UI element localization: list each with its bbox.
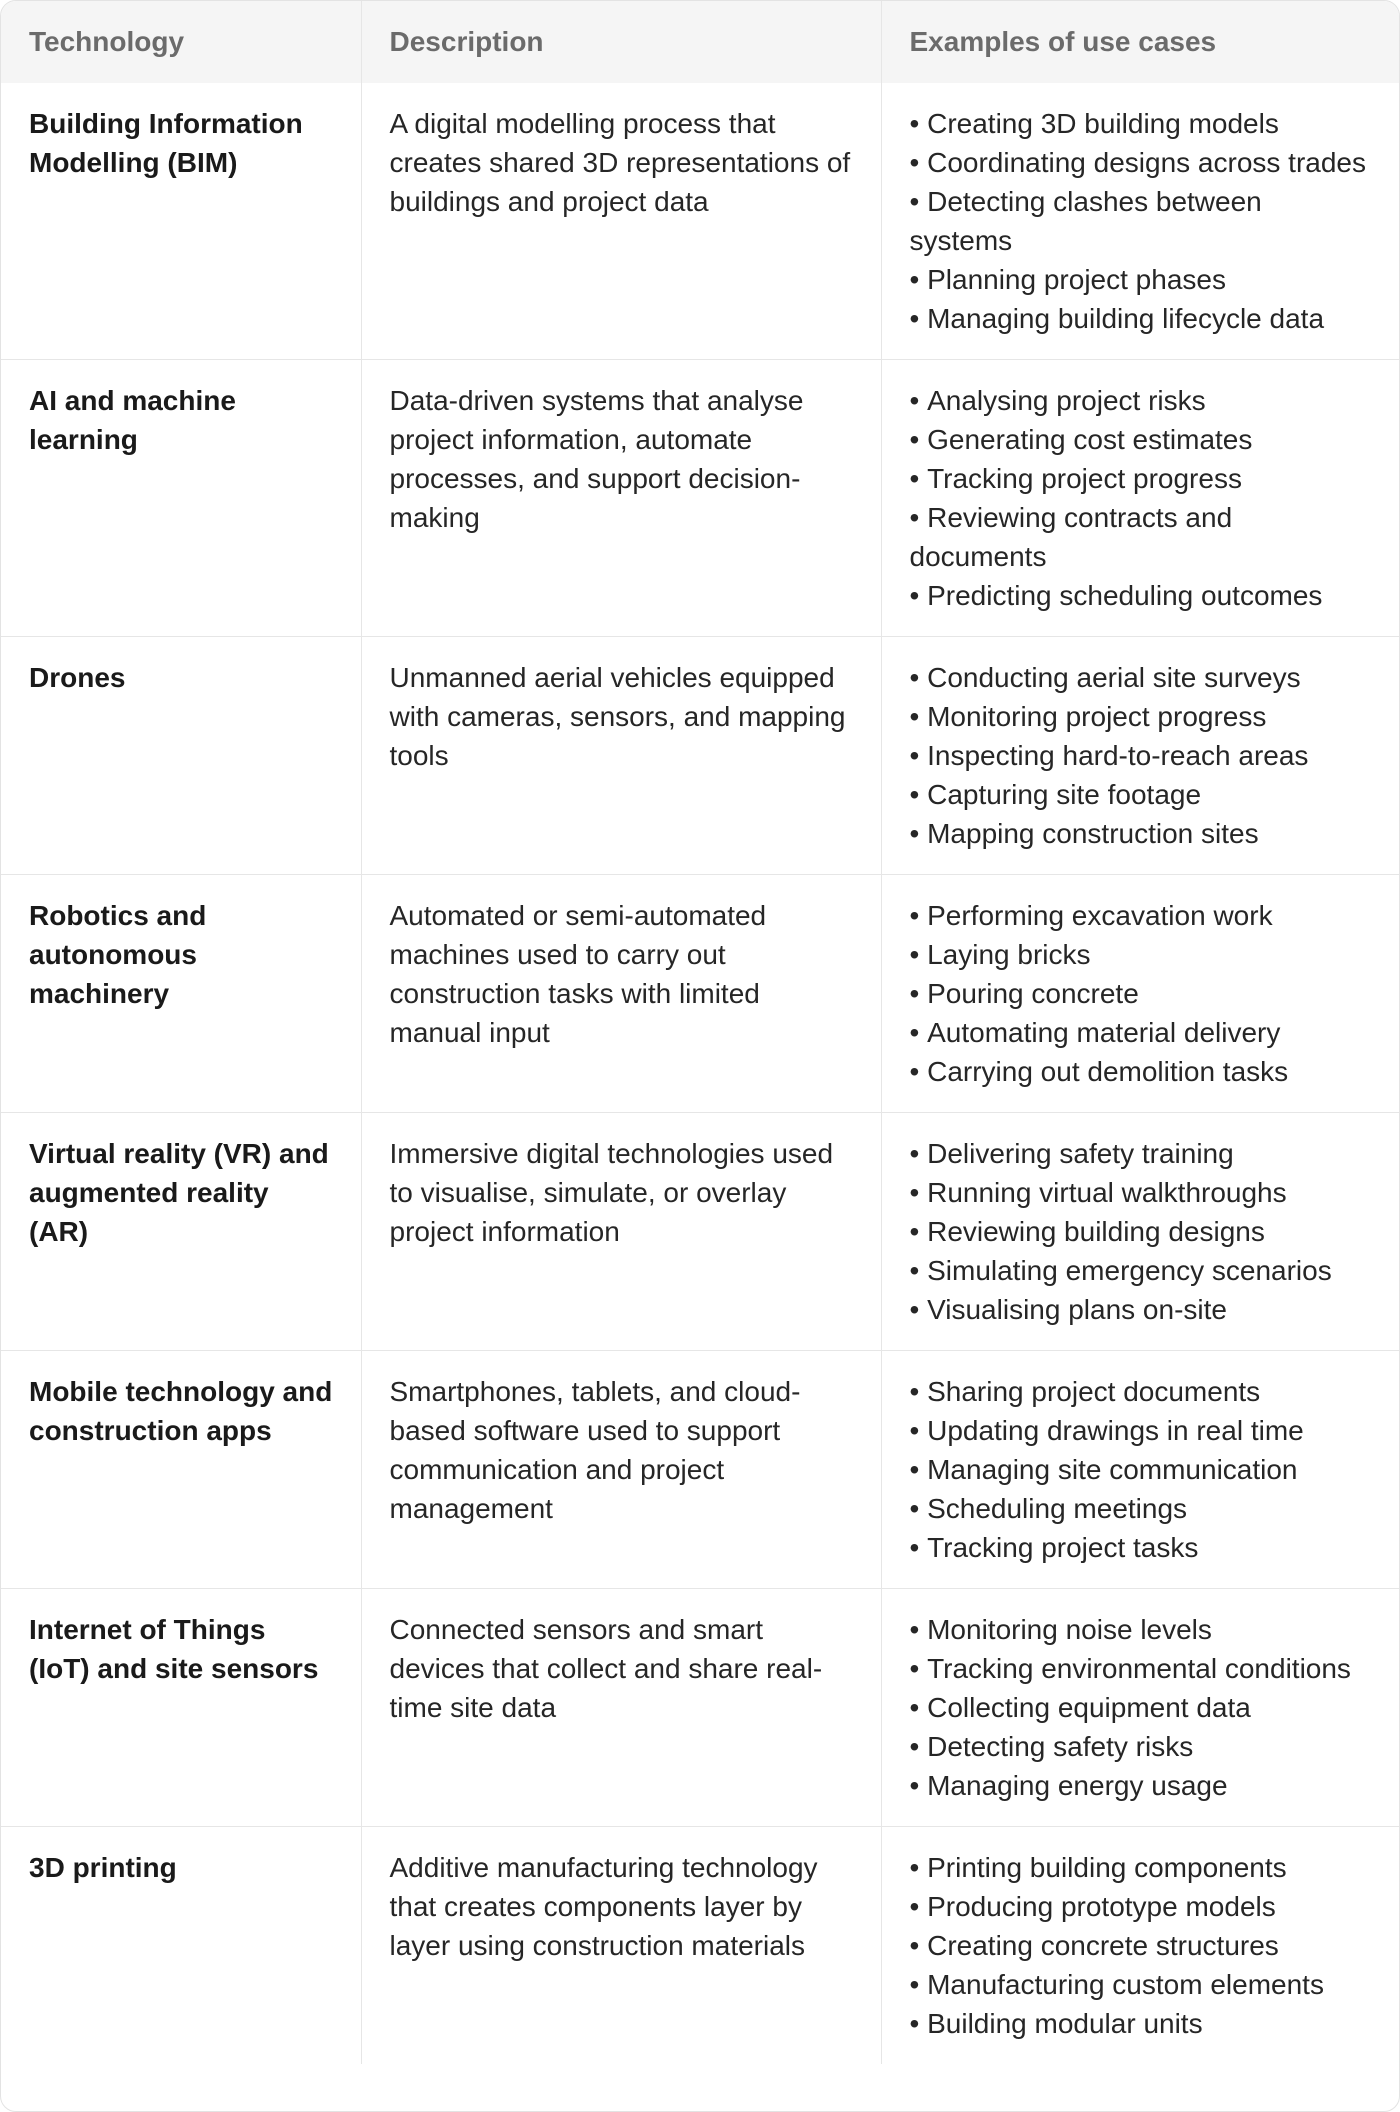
- table-row: [1, 1351, 1399, 1589]
- use-case-item: • Printing building components: [910, 1848, 1373, 1887]
- use-case-item: • Detecting safety risks: [910, 1727, 1373, 1766]
- table-row: [1, 637, 1399, 875]
- use-case-item: • Scheduling meetings: [910, 1489, 1373, 1528]
- technology-cell: Virtual reality (VR) and augmented reality (AR): [1, 1113, 361, 1351]
- use-case-item: • Sharing project documents: [910, 1372, 1373, 1411]
- use-case-item: • Laying bricks: [910, 935, 1373, 974]
- column-header-use-cases: Examples of use cases: [881, 1, 1399, 83]
- description-cell: Smartphones, tablets, and cloud-based software used to support communication and project management: [361, 1351, 881, 1589]
- technology-cell: AI and machine learning: [1, 360, 361, 637]
- use-cases-list: [910, 1372, 1373, 1567]
- description-cell: Immersive digital technologies used to visualise, simulate, or overlay project information: [361, 1113, 881, 1351]
- use-case-item: • Inspecting hard-to-reach areas: [910, 736, 1373, 775]
- use-case-item: • Producing prototype models: [910, 1887, 1373, 1926]
- use-case-item: • Automating material delivery: [910, 1013, 1373, 1052]
- use-case-item: • Monitoring project progress: [910, 697, 1373, 736]
- technology-cell: Drones: [1, 637, 361, 875]
- use-cases-list: [910, 1134, 1373, 1329]
- use-case-item: • Performing excavation work: [910, 896, 1373, 935]
- use-case-item: • Updating drawings in real time: [910, 1411, 1373, 1450]
- use-cases-cell: [881, 83, 1399, 360]
- use-cases-cell: [881, 1351, 1399, 1589]
- description-cell: Connected sensors and smart devices that collect and share real-time site data: [361, 1589, 881, 1827]
- technology-cell: Building Information Modelling (BIM): [1, 83, 361, 360]
- use-cases-list: [910, 1610, 1373, 1805]
- use-case-item: • Reviewing building designs: [910, 1212, 1373, 1251]
- use-case-item: • Tracking project tasks: [910, 1528, 1373, 1567]
- use-case-item: • Carrying out demolition tasks: [910, 1052, 1373, 1091]
- use-case-item: • Managing building lifecycle data: [910, 299, 1373, 338]
- use-case-item: • Creating 3D building models: [910, 104, 1373, 143]
- use-case-item: • Reviewing contracts and documents: [910, 498, 1373, 576]
- use-cases-cell: [881, 637, 1399, 875]
- use-case-item: • Visualising plans on-site: [910, 1290, 1373, 1329]
- use-case-item: • Analysing project risks: [910, 381, 1373, 420]
- column-header-technology: Technology: [1, 1, 361, 83]
- table-row: [1, 1827, 1399, 2065]
- table-row: [1, 83, 1399, 360]
- technology-cell: 3D printing: [1, 1827, 361, 2065]
- description-cell: Automated or semi-automated machines used to carry out construction tasks with limited manual input: [361, 875, 881, 1113]
- description-cell: Additive manufacturing technology that creates components layer by layer using construction materials: [361, 1827, 881, 2065]
- use-case-item: • Pouring concrete: [910, 974, 1373, 1013]
- use-case-item: • Conducting aerial site surveys: [910, 658, 1373, 697]
- use-case-item: • Capturing site footage: [910, 775, 1373, 814]
- use-case-item: • Managing site communication: [910, 1450, 1373, 1489]
- use-cases-cell: [881, 360, 1399, 637]
- use-cases-list: [910, 381, 1373, 615]
- use-case-item: • Mapping construction sites: [910, 814, 1373, 853]
- use-cases-list: [910, 896, 1373, 1091]
- description-cell: Data-driven systems that analyse project information, automate processes, and support decision-making: [361, 360, 881, 637]
- use-case-item: • Simulating emergency scenarios: [910, 1251, 1373, 1290]
- technology-table: [1, 1, 1399, 2064]
- use-cases-cell: [881, 1827, 1399, 2065]
- use-case-item: • Planning project phases: [910, 260, 1373, 299]
- use-cases-cell: [881, 875, 1399, 1113]
- use-case-item: • Generating cost estimates: [910, 420, 1373, 459]
- description-cell: A digital modelling process that creates shared 3D representations of buildings and project data: [361, 83, 881, 360]
- table-row: [1, 360, 1399, 637]
- use-case-item: • Tracking environmental conditions: [910, 1649, 1373, 1688]
- description-cell: Unmanned aerial vehicles equipped with cameras, sensors, and mapping tools: [361, 637, 881, 875]
- use-case-item: • Running virtual walkthroughs: [910, 1173, 1373, 1212]
- use-cases-cell: [881, 1113, 1399, 1351]
- technology-cell: Internet of Things (IoT) and site sensors: [1, 1589, 361, 1827]
- use-case-item: • Delivering safety training: [910, 1134, 1373, 1173]
- technology-cell: Mobile technology and construction apps: [1, 1351, 361, 1589]
- use-case-item: • Monitoring noise levels: [910, 1610, 1373, 1649]
- use-case-item: • Tracking project progress: [910, 459, 1373, 498]
- use-cases-list: [910, 104, 1373, 338]
- technology-cell: Robotics and autonomous machinery: [1, 875, 361, 1113]
- column-header-description: Description: [361, 1, 881, 83]
- use-case-item: • Predicting scheduling outcomes: [910, 576, 1373, 615]
- use-cases-list: [910, 1848, 1373, 2043]
- use-case-item: • Manufacturing custom elements: [910, 1965, 1373, 2004]
- table-header: [1, 1, 1399, 83]
- use-case-item: • Creating concrete structures: [910, 1926, 1373, 1965]
- use-case-item: • Building modular units: [910, 2004, 1373, 2043]
- use-case-item: • Collecting equipment data: [910, 1688, 1373, 1727]
- table-row: [1, 875, 1399, 1113]
- use-case-item: • Managing energy usage: [910, 1766, 1373, 1805]
- use-case-item: • Detecting clashes between systems: [910, 182, 1373, 260]
- use-cases-cell: [881, 1589, 1399, 1827]
- table-row: [1, 1589, 1399, 1827]
- header-row: [1, 1, 1399, 83]
- table-body: [1, 83, 1399, 2064]
- use-case-item: • Coordinating designs across trades: [910, 143, 1373, 182]
- table-row: [1, 1113, 1399, 1351]
- use-cases-list: [910, 658, 1373, 853]
